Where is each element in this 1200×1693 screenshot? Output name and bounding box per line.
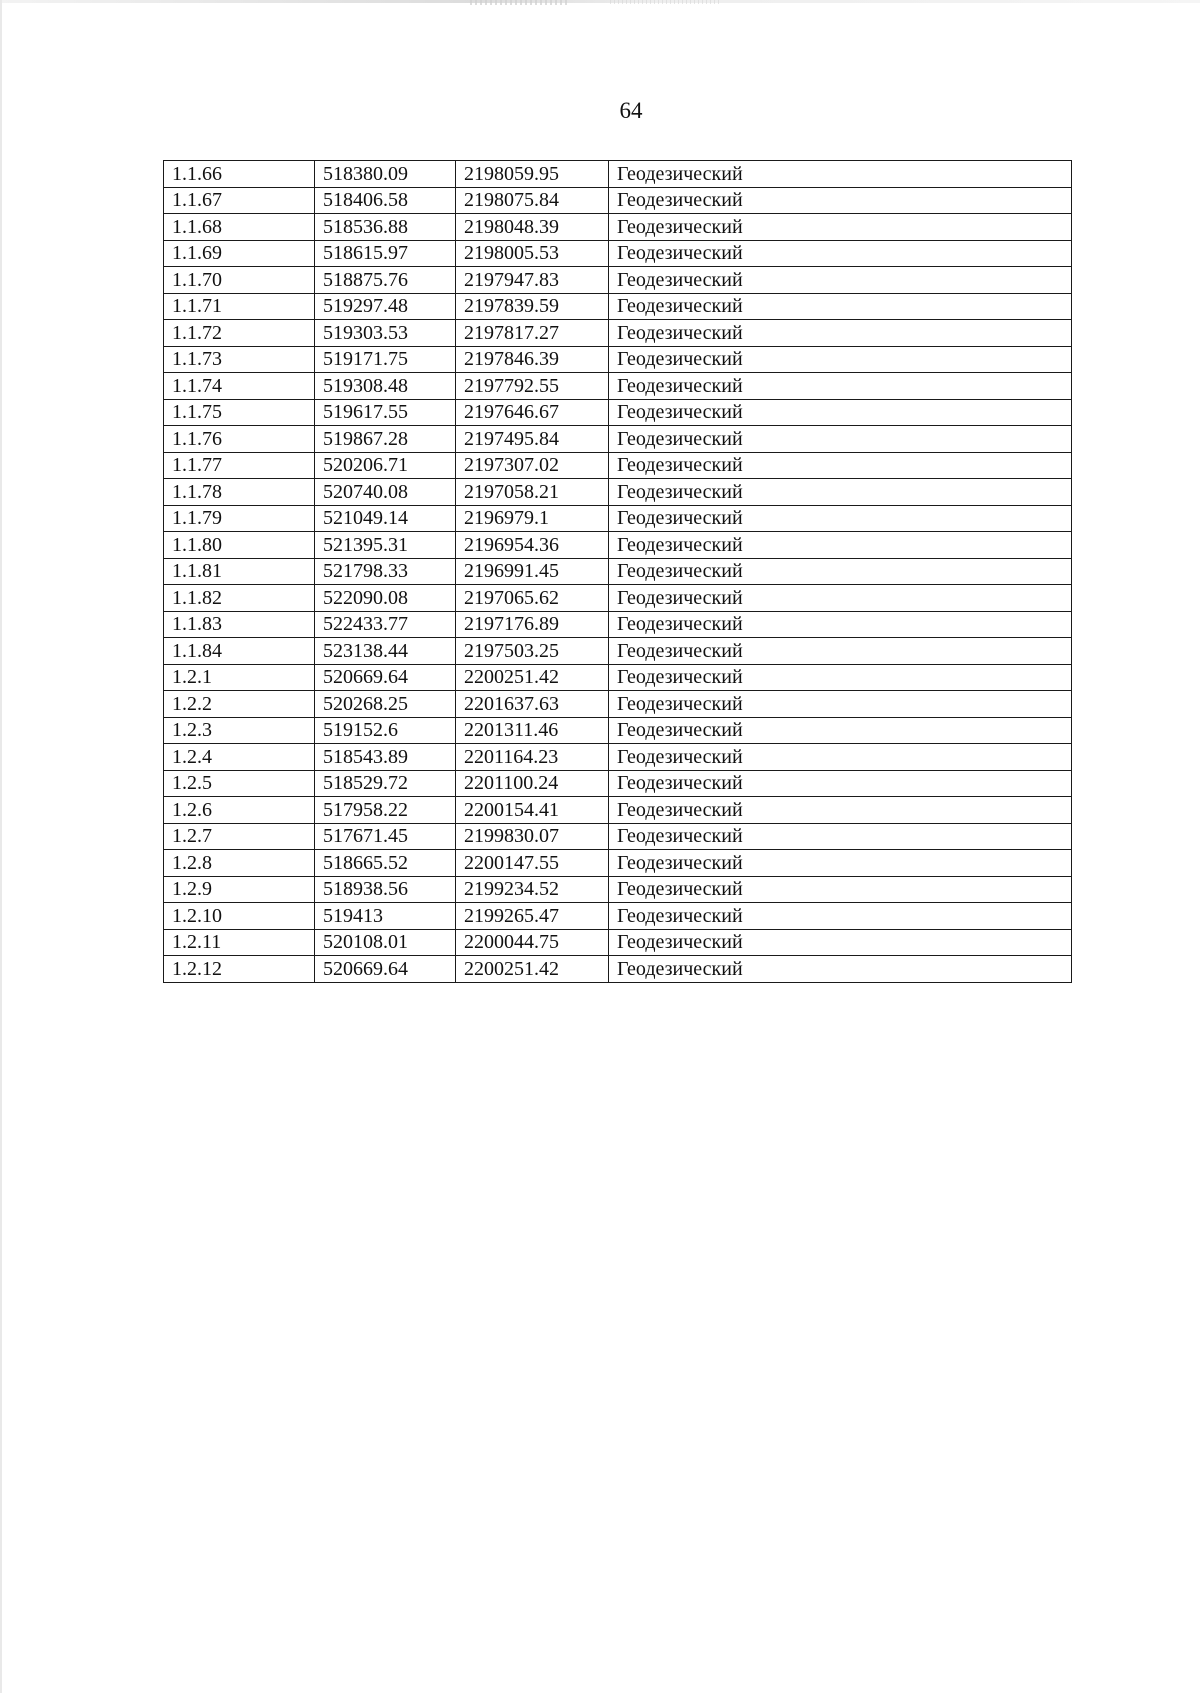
point-number-cell: 1.2.1: [164, 664, 315, 691]
method-cell: Геодезический: [609, 717, 1072, 744]
x-coordinate-cell: 518536.88: [315, 214, 456, 241]
method-cell: Геодезический: [609, 452, 1072, 479]
y-coordinate-cell: 2198059.95: [456, 161, 609, 188]
method-cell: Геодезический: [609, 426, 1072, 453]
y-coordinate-cell: 2201100.24: [456, 770, 609, 797]
table-row: [164, 187, 1072, 214]
y-coordinate-cell: 2197839.59: [456, 293, 609, 320]
y-coordinate-cell: 2201637.63: [456, 691, 609, 718]
table-row: [164, 585, 1072, 612]
page-number: 64: [619, 98, 643, 123]
scan-border-left: [0, 0, 2, 1693]
y-coordinate-cell: 2197792.55: [456, 373, 609, 400]
y-coordinate-cell: 2199265.47: [456, 903, 609, 930]
method-cell: Геодезический: [609, 903, 1072, 930]
x-coordinate-cell: 518543.89: [315, 744, 456, 771]
point-number-cell: 1.1.75: [164, 399, 315, 426]
table-row: [164, 399, 1072, 426]
table-row: [164, 558, 1072, 585]
point-number-cell: 1.1.70: [164, 267, 315, 294]
point-number-cell: 1.2.9: [164, 876, 315, 903]
method-cell: Геодезический: [609, 532, 1072, 559]
point-number-cell: 1.1.84: [164, 638, 315, 665]
table-row: [164, 479, 1072, 506]
y-coordinate-cell: 2197947.83: [456, 267, 609, 294]
table-row: [164, 346, 1072, 373]
y-coordinate-cell: 2197058.21: [456, 479, 609, 506]
table-row: [164, 452, 1072, 479]
method-cell: Геодезический: [609, 585, 1072, 612]
point-number-cell: 1.2.11: [164, 929, 315, 956]
point-number-cell: 1.2.10: [164, 903, 315, 930]
point-number-cell: 1.1.79: [164, 505, 315, 532]
method-cell: Геодезический: [609, 770, 1072, 797]
y-coordinate-cell: 2199234.52: [456, 876, 609, 903]
point-number-cell: 1.1.82: [164, 585, 315, 612]
y-coordinate-cell: 2197065.62: [456, 585, 609, 612]
x-coordinate-cell: 522433.77: [315, 611, 456, 638]
table-row: [164, 956, 1072, 983]
point-number-cell: 1.2.8: [164, 850, 315, 877]
table-row: [164, 373, 1072, 400]
table-row: [164, 850, 1072, 877]
point-number-cell: 1.2.6: [164, 797, 315, 824]
table-row: [164, 426, 1072, 453]
point-number-cell: 1.2.4: [164, 744, 315, 771]
point-number-cell: 1.1.73: [164, 346, 315, 373]
x-coordinate-cell: 519171.75: [315, 346, 456, 373]
x-coordinate-cell: 519297.48: [315, 293, 456, 320]
x-coordinate-cell: 518665.52: [315, 850, 456, 877]
table-row: [164, 876, 1072, 903]
method-cell: Геодезический: [609, 558, 1072, 585]
point-number-cell: 1.1.67: [164, 187, 315, 214]
point-number-cell: 1.1.78: [164, 479, 315, 506]
point-number-cell: 1.1.81: [164, 558, 315, 585]
method-cell: Геодезический: [609, 373, 1072, 400]
method-cell: Геодезический: [609, 823, 1072, 850]
method-cell: Геодезический: [609, 876, 1072, 903]
y-coordinate-cell: 2201164.23: [456, 744, 609, 771]
method-cell: Геодезический: [609, 267, 1072, 294]
point-number-cell: 1.1.74: [164, 373, 315, 400]
method-cell: Геодезический: [609, 611, 1072, 638]
y-coordinate-cell: 2198005.53: [456, 240, 609, 267]
table-row: [164, 532, 1072, 559]
method-cell: Геодезический: [609, 399, 1072, 426]
point-number-cell: 1.2.3: [164, 717, 315, 744]
method-cell: Геодезический: [609, 240, 1072, 267]
y-coordinate-cell: 2197846.39: [456, 346, 609, 373]
method-cell: Геодезический: [609, 797, 1072, 824]
point-number-cell: 1.1.72: [164, 320, 315, 347]
table-row: [164, 770, 1072, 797]
table-row: [164, 293, 1072, 320]
method-cell: Геодезический: [609, 214, 1072, 241]
method-cell: Геодезический: [609, 505, 1072, 532]
point-number-cell: 1.2.12: [164, 956, 315, 983]
x-coordinate-cell: 518380.09: [315, 161, 456, 188]
table-row: [164, 267, 1072, 294]
y-coordinate-cell: 2200147.55: [456, 850, 609, 877]
y-coordinate-cell: 2200251.42: [456, 664, 609, 691]
x-coordinate-cell: 520669.64: [315, 956, 456, 983]
y-coordinate-cell: 2199830.07: [456, 823, 609, 850]
point-number-cell: 1.1.69: [164, 240, 315, 267]
x-coordinate-cell: 519308.48: [315, 373, 456, 400]
x-coordinate-cell: 520740.08: [315, 479, 456, 506]
table-row: [164, 929, 1072, 956]
x-coordinate-cell: 520206.71: [315, 452, 456, 479]
table-row: [164, 823, 1072, 850]
y-coordinate-cell: 2197817.27: [456, 320, 609, 347]
method-cell: Геодезический: [609, 956, 1072, 983]
scan-noise-top-right: [610, 0, 720, 4]
point-number-cell: 1.2.2: [164, 691, 315, 718]
x-coordinate-cell: 521395.31: [315, 532, 456, 559]
scan-noise-top: [470, 0, 570, 5]
y-coordinate-cell: 2200251.42: [456, 956, 609, 983]
method-cell: Геодезический: [609, 850, 1072, 877]
x-coordinate-cell: 519152.6: [315, 717, 456, 744]
point-number-cell: 1.2.7: [164, 823, 315, 850]
x-coordinate-cell: 519617.55: [315, 399, 456, 426]
x-coordinate-cell: 518406.58: [315, 187, 456, 214]
y-coordinate-cell: 2197646.67: [456, 399, 609, 426]
method-cell: Геодезический: [609, 744, 1072, 771]
table-row: [164, 797, 1072, 824]
point-number-cell: 1.1.83: [164, 611, 315, 638]
table-row: [164, 214, 1072, 241]
table-row: [164, 638, 1072, 665]
y-coordinate-cell: 2201311.46: [456, 717, 609, 744]
x-coordinate-cell: 520268.25: [315, 691, 456, 718]
y-coordinate-cell: 2198075.84: [456, 187, 609, 214]
table-row: [164, 240, 1072, 267]
x-coordinate-cell: 520108.01: [315, 929, 456, 956]
scan-border-top: [0, 0, 1200, 3]
x-coordinate-cell: 518938.56: [315, 876, 456, 903]
x-coordinate-cell: 518875.76: [315, 267, 456, 294]
y-coordinate-cell: 2197307.02: [456, 452, 609, 479]
x-coordinate-cell: 521049.14: [315, 505, 456, 532]
x-coordinate-cell: 519867.28: [315, 426, 456, 453]
table-row: [164, 691, 1072, 718]
coordinates-table: [163, 160, 1072, 983]
y-coordinate-cell: 2200044.75: [456, 929, 609, 956]
y-coordinate-cell: 2196954.36: [456, 532, 609, 559]
coordinates-table-body: [164, 161, 1072, 983]
x-coordinate-cell: 519413: [315, 903, 456, 930]
method-cell: Геодезический: [609, 187, 1072, 214]
x-coordinate-cell: 520669.64: [315, 664, 456, 691]
method-cell: Геодезический: [609, 346, 1072, 373]
x-coordinate-cell: 517671.45: [315, 823, 456, 850]
y-coordinate-cell: 2197176.89: [456, 611, 609, 638]
y-coordinate-cell: 2198048.39: [456, 214, 609, 241]
y-coordinate-cell: 2200154.41: [456, 797, 609, 824]
x-coordinate-cell: 517958.22: [315, 797, 456, 824]
method-cell: Геодезический: [609, 664, 1072, 691]
x-coordinate-cell: 523138.44: [315, 638, 456, 665]
method-cell: Геодезический: [609, 161, 1072, 188]
method-cell: Геодезический: [609, 479, 1072, 506]
table-row: [164, 744, 1072, 771]
point-number-cell: 1.1.66: [164, 161, 315, 188]
y-coordinate-cell: 2197495.84: [456, 426, 609, 453]
table-row: [164, 505, 1072, 532]
y-coordinate-cell: 2197503.25: [456, 638, 609, 665]
method-cell: Геодезический: [609, 638, 1072, 665]
y-coordinate-cell: 2196979.1: [456, 505, 609, 532]
x-coordinate-cell: 522090.08: [315, 585, 456, 612]
method-cell: Геодезический: [609, 691, 1072, 718]
method-cell: Геодезический: [609, 929, 1072, 956]
point-number-cell: 1.1.77: [164, 452, 315, 479]
point-number-cell: 1.1.80: [164, 532, 315, 559]
point-number-cell: 1.2.5: [164, 770, 315, 797]
table-row: [164, 664, 1072, 691]
x-coordinate-cell: 518529.72: [315, 770, 456, 797]
table-row: [164, 161, 1072, 188]
method-cell: Геодезический: [609, 293, 1072, 320]
x-coordinate-cell: 519303.53: [315, 320, 456, 347]
point-number-cell: 1.1.68: [164, 214, 315, 241]
table-row: [164, 611, 1072, 638]
point-number-cell: 1.1.71: [164, 293, 315, 320]
table-row: [164, 320, 1072, 347]
table-row: [164, 903, 1072, 930]
table-row: [164, 717, 1072, 744]
point-number-cell: 1.1.76: [164, 426, 315, 453]
y-coordinate-cell: 2196991.45: [456, 558, 609, 585]
method-cell: Геодезический: [609, 320, 1072, 347]
x-coordinate-cell: 521798.33: [315, 558, 456, 585]
x-coordinate-cell: 518615.97: [315, 240, 456, 267]
